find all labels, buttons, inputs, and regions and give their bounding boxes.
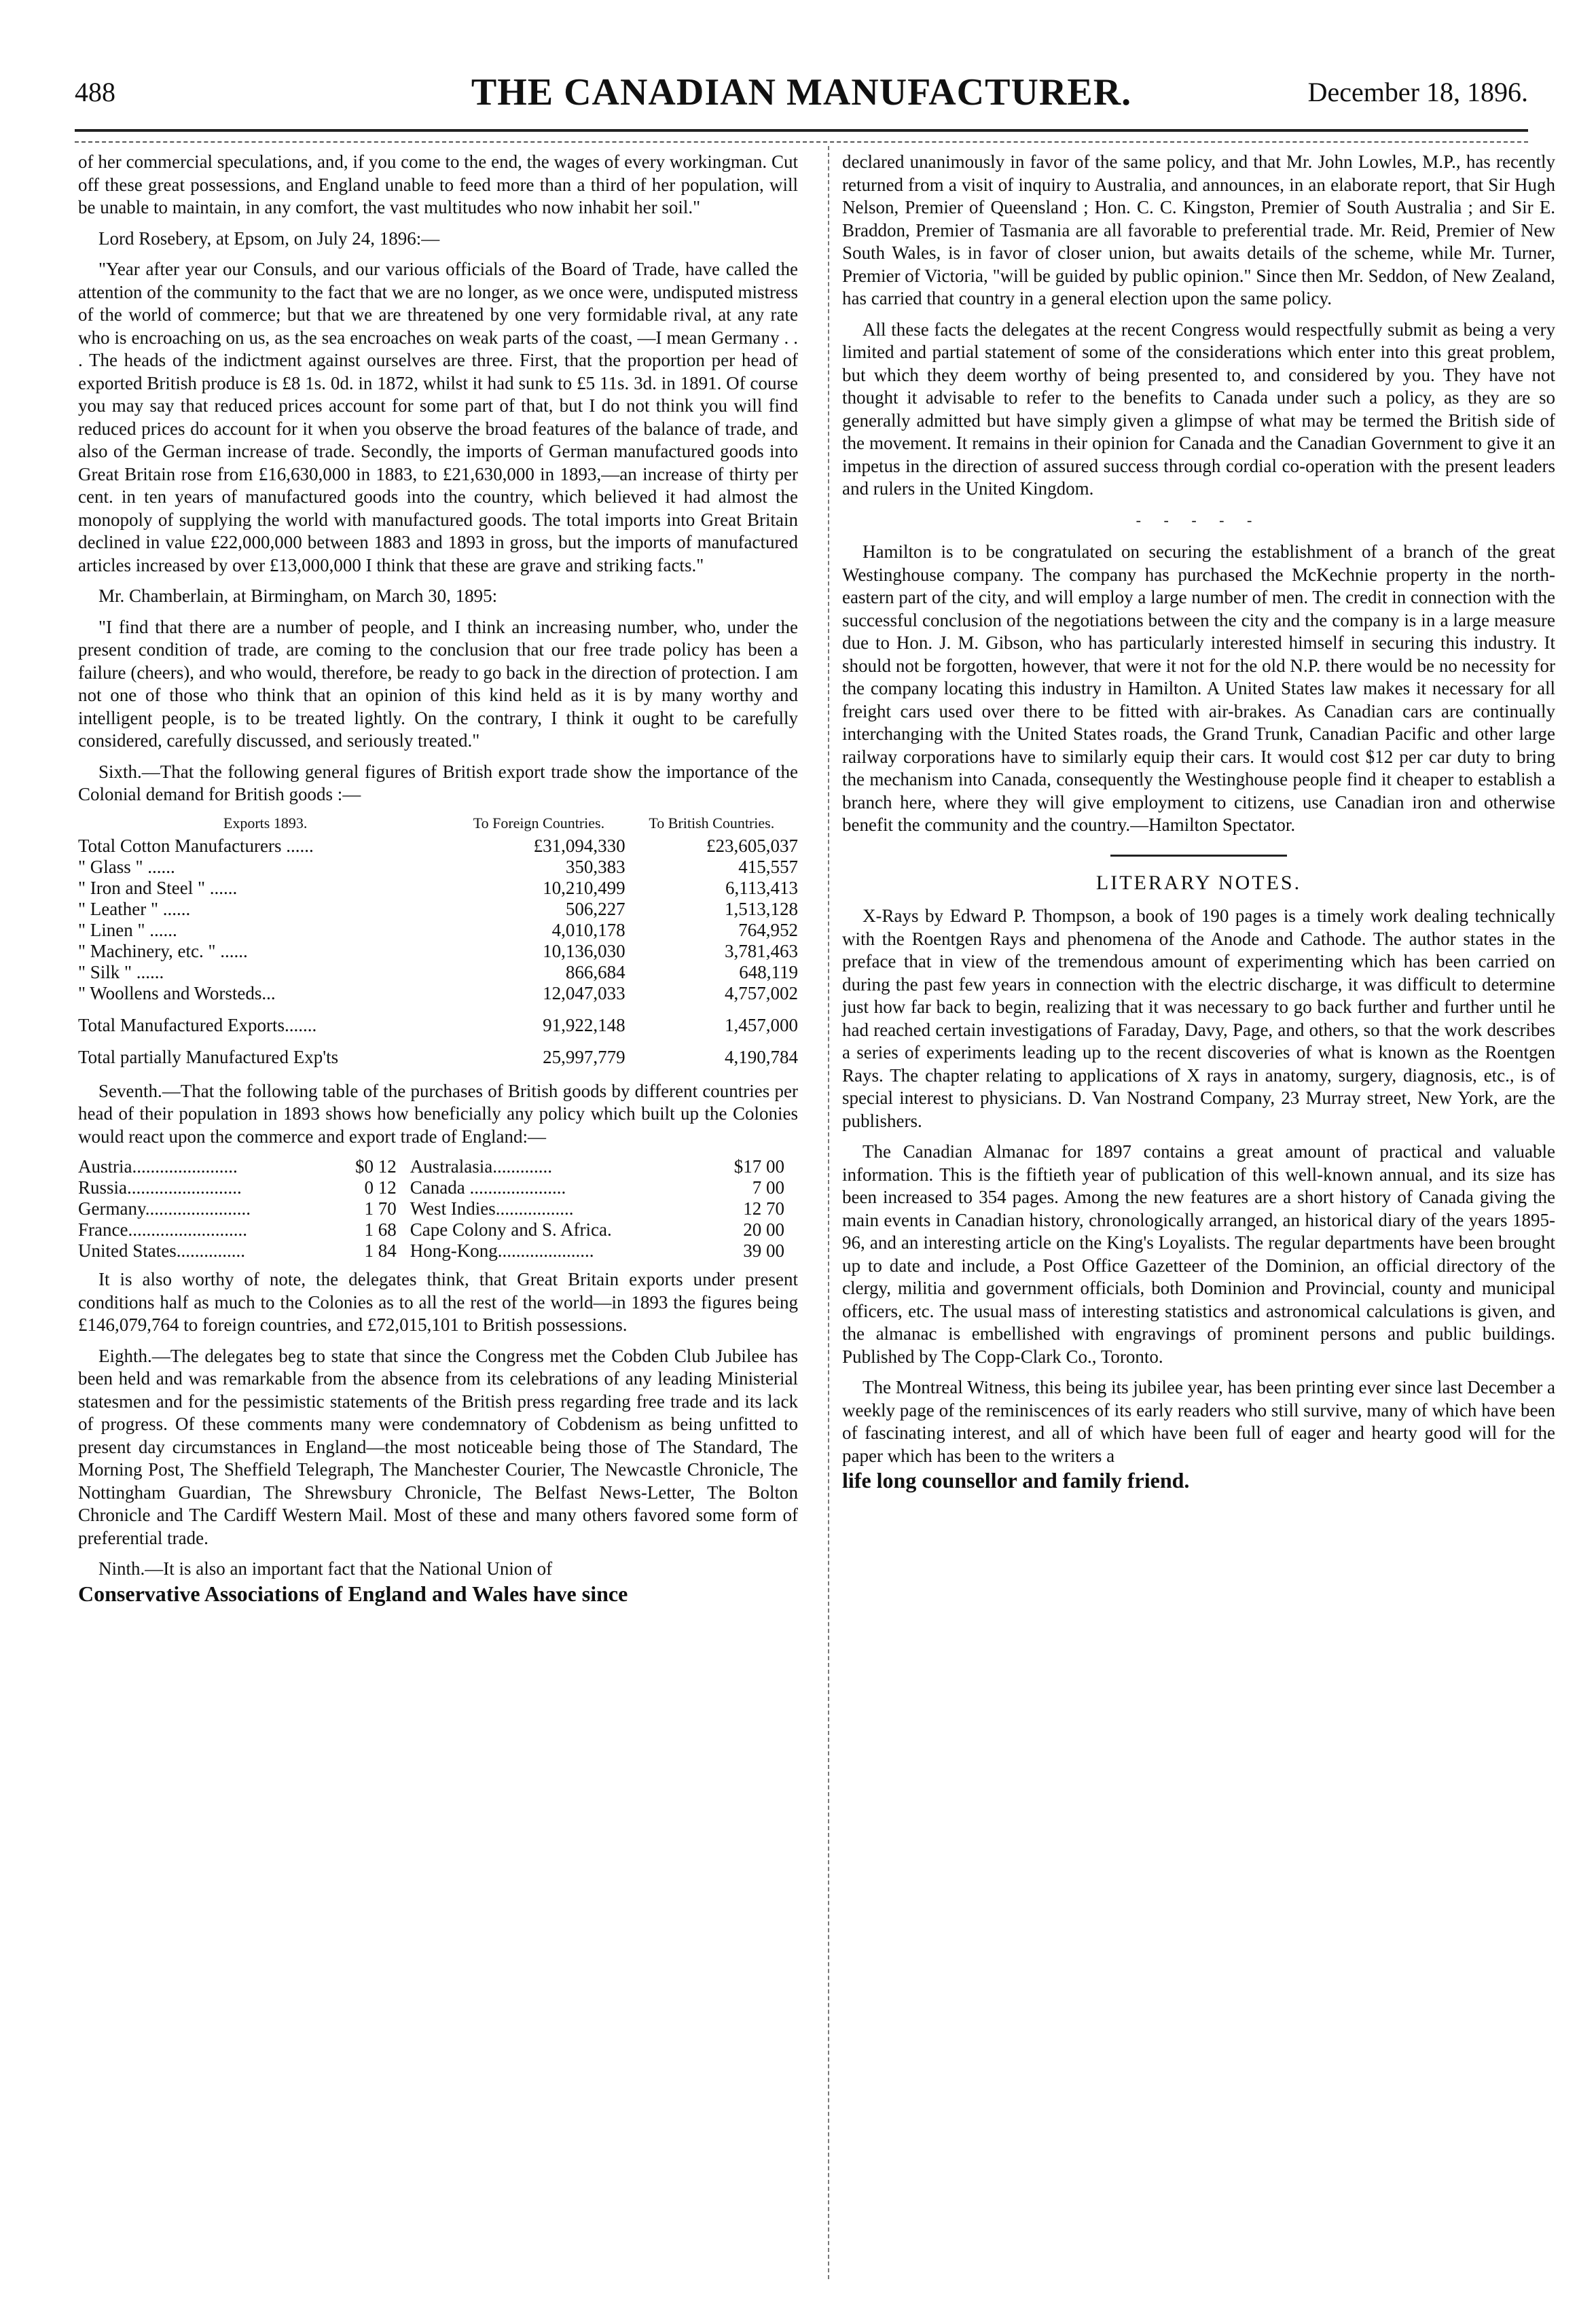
- exports-cell: 6,113,413: [725, 877, 798, 898]
- exports-cell: 10,136,030: [543, 940, 625, 961]
- per-capita-row: [78, 1219, 798, 1240]
- exports-cell: 506,227: [565, 898, 625, 919]
- per-capita-cell: France..........................: [78, 1219, 247, 1240]
- rosebery-intro: Lord Rosebery, at Epsom, on July 24, 1896:—: [98, 228, 440, 249]
- exports-cell: 3,781,463: [725, 940, 798, 961]
- literary-notes-heading: LITERARY NOTES.: [1095, 871, 1302, 894]
- per-capita-cell: Cape Colony and S. Africa.: [410, 1219, 612, 1240]
- exports-cell: £23,605,037: [706, 835, 798, 856]
- per-capita-cell: Canada .....................: [410, 1177, 566, 1198]
- exports-cell: Total partially Manufactured Exp'ts: [78, 1046, 339, 1067]
- exports-cell: 1,513,128: [725, 898, 798, 919]
- exports-table-row: [78, 1004, 798, 1036]
- per-capita-cell: 7 00: [752, 1177, 784, 1198]
- exports-cell: 10,210,499: [543, 877, 625, 898]
- exports-cell: " Leather " ......: [78, 898, 191, 919]
- per-capita-row: [78, 1240, 798, 1262]
- article-paragraph: of her commercial speculations, and, if you come to the end, the wages of every workingman. Cut off these great possessions, and England unable to feed more than a third of her population, will be unable to maintain, in any comfort, the vast multitudes who now inhabit her soil.": [78, 151, 798, 217]
- exports-table-row: [78, 857, 798, 878]
- witness-paragraph-end: life long counsellor and family friend.: [842, 1468, 1190, 1492]
- exports-cell: Total Manufactured Exports.......: [78, 1014, 317, 1035]
- exports-cell: " Glass " ......: [78, 856, 175, 877]
- per-capita-cell: 12 70: [743, 1198, 784, 1219]
- per-capita-cell: 1 84: [364, 1240, 397, 1261]
- exports-table-row: [78, 941, 798, 962]
- exports-table-row: [78, 878, 798, 899]
- exports-col-header: Exports 1893.: [223, 814, 308, 831]
- exports-cell: " Woollens and Worsteds...: [78, 982, 276, 1003]
- hamilton-paragraph: Hamilton is to be congratulated on securing the establishment of a branch of the great Westinghouse company. The company has purchased the McKechnie property in the north-eastern part of the city, and will employ a large number of men. The credit in connection with the successful conclusion of the negotiations between the city and the company is in a large measure due to Hon. J. M. Gibson, who has particularly interested himself in securing this industry. It should not be forgotten, however, that were it not for the old N.P. there would be no necessity for the company locating this industry in Hamilton. A United States law makes it necessary for all freight cars used over there to be fitted with air-brakes. As Canadian cars are continually interchanging with the United States roads, the Grand Trunk, Canadian Pacific and other large railway corporations have to similarly equip their cars. It would cost $12 per car duty to bring the mechanism into Canada, consequently the Westinghouse people find it cheaper to establish a branch here, where they will give employment to citizens, use Canadian iron and otherwise benefit the community and the country.—Hamilton Spectator.: [842, 541, 1555, 835]
- exports-table-row: [78, 962, 798, 983]
- ninth-paragraph: Ninth.—It is also an important fact that the National Union of: [98, 1558, 553, 1579]
- right-column: [842, 151, 1555, 1493]
- section-separator: - - - - -: [1136, 511, 1262, 529]
- per-capita-cell: Austria.......................: [78, 1156, 238, 1177]
- per-capita-cell: 1 70: [364, 1198, 397, 1219]
- exports-cell: " Iron and Steel " ......: [78, 877, 238, 898]
- per-capita-cell: 0 12: [364, 1177, 397, 1198]
- exports-cell: 866,684: [565, 961, 625, 982]
- per-capita-row: [78, 1156, 798, 1177]
- page-number: 488: [75, 77, 115, 107]
- issue-date: December 18, 1896.: [1307, 77, 1528, 107]
- per-capita-cell: Germany.......................: [78, 1198, 251, 1219]
- exports-cell: 25,997,779: [543, 1046, 625, 1067]
- per-capita-cell: 1 68: [364, 1219, 397, 1240]
- exports-table-row: [78, 983, 798, 1004]
- chamberlain-quote: "I find that there are a number of people, and I think an increasing number, who, under the present condition of trade, are coming to the conclusion that our free trade policy has been a failure (cheers), and who would, therefore, be ready to go back in the direction of protection. I am not one of those who think that an opinion of this kind held as it is by many worthy and intelligent people, is to be treated lightly. On the contrary, I think it ought to be carefully considered, carefully discussed, and seriously treated.": [78, 616, 798, 751]
- column-divider: [828, 146, 829, 2279]
- exports-table-row: [78, 920, 798, 941]
- exports-cell: Total Cotton Manufacturers ......: [78, 835, 314, 856]
- ninth-paragraph-end: Conservative Associations of England and Wales have since: [78, 1581, 628, 1606]
- exports-cell: 91,922,148: [543, 1014, 625, 1035]
- eighth-paragraph: Eighth.—The delegates beg to state that since the Congress met the Cobden Club Jubilee has been held and was remarkable from the absence from its celebrations of any leading Ministerial statesmen and for the pessimistic statements of the British press regarding free trade and its lack of progress. Of these comments many were condemnatory of Cobdenism as being unfitted to present day circumstances in England—the most noticeable being those of The Standard, The Morning Post, The Sheffield Telegraph, The Manchester Courier, The Newcastle Chronicle, The Nottingham Guardian, The Shrewsbury Chronicle, The Belfast News-Letter, The Bolton Chronicle and The Cardiff Western Mail. Most of these and many others favored some form of preferential trade.: [78, 1345, 798, 1548]
- per-capita-cell: Hong-Kong.....................: [410, 1240, 594, 1261]
- article-paragraph: All these facts the delegates at the recent Congress would respectfully submit as being a very limited and partial statement of some of the considerations which enter into this great problem, but which they deem worthy of being presented to, and considered by you. They have not thought it advisable to refer to the benefits to Canada under such a policy, as they are so generally admitted but have simply given a glimpse of what may be termed the British side of the movement. It remains in their opinion for Canada and the Canadian Government to give it an impetus in the direction of assured success through cordial co-operation with the present leaders and rulers in the United Kingdom.: [842, 319, 1555, 499]
- exports-cell: 12,047,033: [543, 982, 625, 1003]
- rosebery-quote: "Year after year our Consuls, and our various officials of the Board of Trade, have called the attention of the community to the fact that we are no longer, as we once were, undisputed mistress of the world of commerce; but that we are threatened by one very formidable rival, at any rate who is encroaching on us, as the sea encroaches on weak parts of the coast, —I mean Germany . . . The heads of the indictment against ourselves are three. First, that the proportion per head of exported British produce is £8 1s. 0d. in 1872, whilst it had sunk to £5 11s. 3d. in 1891. Of course you may say that reduced prices account for some part of that, but I do not think you will find reduced prices do account for it when you observe the broad features of the balance of trade, and also of the German increase of trade. Secondly, the imports of German manufactured goods into Great Britain rose from £16,630,000 in 1883, to £21,630,000 in 1893,—an increase of thirty per cent. in ten years of manufactured goods into the country, which believed it had almost the monopoly of supplying the world with manufactured goods. The total imports into Great Britain declined in value £22,000,000 between 1883 and 1893 in gross, but the imports of manufactured articles increased by over £13,000,000 I think that these are grave and striking facts.": [78, 259, 798, 575]
- per-capita-table: [78, 1156, 798, 1262]
- exports-cell: 648,119: [739, 961, 798, 982]
- per-capita-cell: $17 00: [733, 1156, 784, 1177]
- article-paragraph: declared unanimously in favor of the same policy, and that Mr. John Lowles, M.P., has recently returned from a visit of inquiry to Australia, and announces, in an elaborate report, that Sir Hugh Nelson, Premier of Queensland ; Hon. C. C. Kingston, Premier of South Australia ; and Sir E. Braddon, Premier of Tasmania are all favorable to preferential trade. Mr. Reid, Premier of New South Wales, is in favor of closer union, but awaits details of the scheme, while Mr. Turner, Premier of Victoria, "will be guided by public opinion." Since then Mr. Seddon, of New Zealand, has carried that country in a general election upon the same policy.: [842, 151, 1555, 308]
- left-column: [78, 151, 798, 1607]
- almanac-paragraph: The Canadian Almanac for 1897 contains a great amount of practical and valuable information. This is the fiftieth year of publication of this well-known annual, and its size has been increased to 354 pages. Among the new features are a short history of Canada giving the main events in Canadian history, chronologically arranged, an historical diary of the years 1895-96, and an interesting article on the King's Loyalists. The regular departments have been brought up to date and include, a Post Office Gazetteer of the Dominion, an official directory of the clergy, militia and government officials, both Dominion and Provincial, county and municipal officers, etc. The usual mass of interesting statistics and astronomical calculations is given, and the almanac is embellished with engravings of prominent persons and public buildings. Published by The Copp-Clark Co., Toronto.: [842, 1141, 1555, 1367]
- exports-cell: " Silk " ......: [78, 961, 164, 982]
- exports-table-row: [78, 1036, 798, 1068]
- exports-cell: 415,557: [738, 856, 798, 877]
- heading-rule: [1110, 855, 1287, 857]
- witness-paragraph: The Montreal Witness, this being its jubilee year, has been printing ever since last December a weekly page of the reminiscences of its early readers who still survive, many of which have been of fascinating interest, and all of which have been full of eager and hearty good will for the paper which has been to the writers a: [842, 1377, 1555, 1466]
- per-capita-cell: Russia.........................: [78, 1177, 242, 1198]
- exports-table-row: [78, 836, 798, 857]
- exports-col-header: To British Countries.: [649, 814, 775, 831]
- exports-cell: 4,190,784: [725, 1046, 798, 1067]
- header-rule: [75, 129, 1528, 143]
- exports-cell: £31,094,330: [533, 835, 625, 856]
- per-capita-cell: West Indies.................: [410, 1198, 574, 1219]
- per-capita-cell: United States...............: [78, 1240, 245, 1261]
- xrays-paragraph: X-Rays by Edward P. Thompson, a book of 190 pages is a timely work dealing technically with the Roentgen Rays and phenomena of the Anode and Cathode. The author states in the preface that in view of the tremendous amount of experimenting which has been carried on during the past few years in connection with the electric discharge, it was difficult to determine just how far back to begin, realizing that it was necessary to go back further and further until he had reached certain investigations of Faraday, Davy, Page, and others, so that the work describes a series of experiments leading up to the recent discoveries of what is known as the Roentgen Rays. The chapter relating to applications of X rays in anatomy, surgery, diagnosis, etc., is of special interest to physicians. D. Van Nostrand Company, 23 Murray street, New York, are the publishers.: [842, 906, 1555, 1131]
- per-capita-cell: $0 12: [355, 1156, 397, 1177]
- exports-cell: 4,010,178: [551, 919, 625, 940]
- exports-cell: 1,457,000: [725, 1014, 798, 1035]
- exports-cell: 764,952: [738, 919, 798, 940]
- page-header: [75, 71, 1528, 117]
- exports-cell: " Linen " ......: [78, 919, 177, 940]
- exports-cell: 4,757,002: [725, 982, 798, 1003]
- per-capita-cell: 39 00: [743, 1240, 784, 1261]
- sixth-paragraph: Sixth.—That the following general figures of British export trade show the importance of the Colonial demand for British goods :—: [78, 761, 798, 804]
- exports-col-header: To Foreign Countries.: [473, 814, 605, 831]
- exports-cell: 350,383: [565, 856, 625, 877]
- exports-table-row: [78, 899, 798, 920]
- per-capita-cell: Australasia.............: [410, 1156, 552, 1177]
- per-capita-row: [78, 1198, 798, 1219]
- per-capita-cell: 20 00: [743, 1219, 784, 1240]
- exports-table: [78, 815, 798, 1068]
- seventh-paragraph: Seventh.—That the following table of the purchases of British goods by different countries per head of their population in 1893 shows how beneficially any policy which built up the Colonies would react upon the commerce and export trade of England:—: [78, 1080, 798, 1147]
- per-capita-row: [78, 1177, 798, 1198]
- masthead-title: THE CANADIAN MANUFACTURER.: [471, 71, 1132, 113]
- exports-table-header: [78, 815, 798, 836]
- exports-cell: " Machinery, etc. " ......: [78, 940, 248, 961]
- chamberlain-intro: Mr. Chamberlain, at Birmingham, on March 30, 1895:: [98, 586, 498, 606]
- worthy-paragraph: It is also worthy of note, the delegates think, that Great Britain exports under present conditions half as much to the Colonies as to all the rest of the world—in 1893 the figures being £146,079,764 to foreign countries, and £72,015,101 to British possessions.: [78, 1269, 798, 1335]
